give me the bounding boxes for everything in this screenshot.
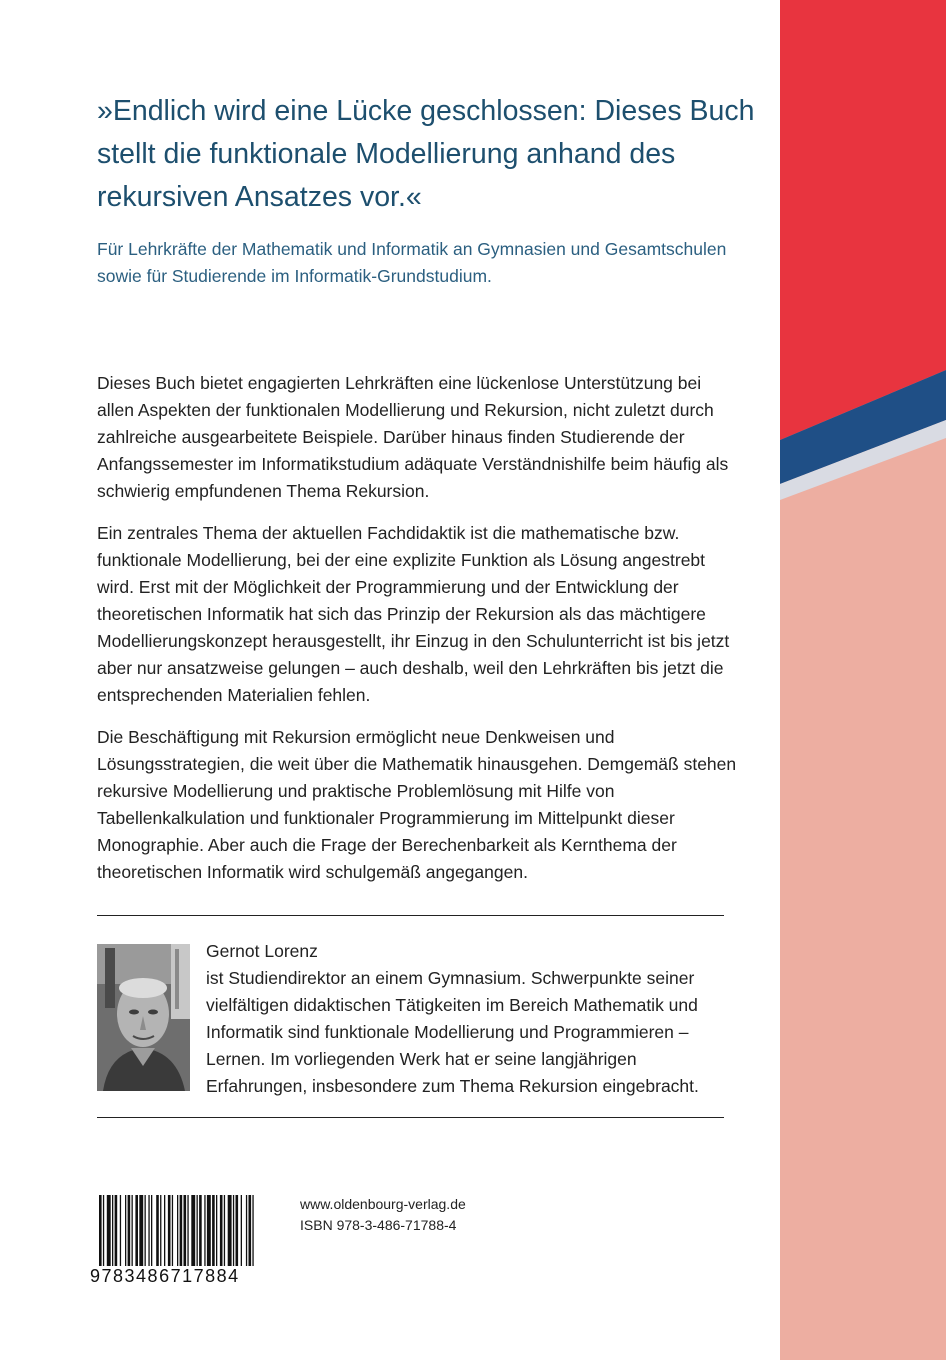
band-red-area <box>780 0 946 440</box>
barcode-bar <box>99 1195 102 1275</box>
barcode-bar <box>151 1195 152 1275</box>
barcode-bar <box>184 1195 187 1275</box>
barcode-bar <box>156 1195 159 1275</box>
description-paragraph: Ein zentrales Thema der aktuellen Fachdidaktik ist die mathematische bzw. funktionale Modellierung, bei der eine explizite Funktion als Lösung angestrebt wird. Erst mit der Möglichkeit der Programmierung und der Entwicklung der theoretischen Informatik hat sich das Prinzip der Rekursion als das mächtigere Modellierungskonzept herausgestellt, ihr Einzug in den Schulunterricht ist bis jetzt aber nur ansatzweise gelungen – auch deshalb, weil den Lehrkräften bis jetzt die entsprechenden Materialien fehlen. <box>97 523 730 705</box>
back-cover-quote: »Endlich wird eine Lücke geschlossen: Dieses Buch stellt die funktionale Modellierung anhand des rekursiven Ansatzes vor.« <box>97 95 755 213</box>
barcode-bar <box>199 1195 202 1275</box>
barcode-bar <box>164 1195 165 1275</box>
barcode-bar <box>135 1195 138 1275</box>
barcode-bar <box>236 1195 239 1275</box>
barcode-bar <box>172 1195 173 1275</box>
description-paragraph: Die Beschäftigung mit Rekursion ermöglicht neue Denkweisen und Lösungsstrategien, die weit über die Mathematik hinausgehen. Demgemäß stehen rekursive Modellierung und praktische Problemlösung mit Hilfe von Tabellenkalkulation und funktionaler Programmierung im Mittelpunkt dieser Monographie. Aber auch die Frage der Berechenbarkeit als Kernthema der theoretischen Informatik wird schulgemäß angegangen. <box>97 727 737 882</box>
barcode-bar <box>177 1195 178 1275</box>
divider-top <box>97 915 724 916</box>
isbn-text: ISBN 978-3-486-71788-4 <box>300 1217 457 1233</box>
publisher-website[interactable]: www.oldenbourg-verlag.de <box>300 1196 466 1212</box>
barcode-bar <box>228 1195 232 1275</box>
target-audience: Für Lehrkräfte der Mathematik und Informatik an Gymnasien und Gesamtschulen sowie für Studierende im Informatik-Grundstudium. <box>97 239 727 286</box>
barcode-bar <box>224 1195 225 1275</box>
decorative-color-band <box>780 0 946 1360</box>
barcode-bar <box>191 1195 195 1275</box>
description <box>97 370 737 901</box>
barcode-bar <box>204 1195 205 1275</box>
barcode-bar <box>132 1195 133 1275</box>
barcode-bar <box>128 1195 131 1275</box>
barcode-bar <box>139 1195 143 1275</box>
divider-bottom <box>97 1117 724 1118</box>
barcode-bar <box>160 1195 161 1275</box>
barcode-bar <box>125 1195 126 1275</box>
barcode-bar <box>220 1195 223 1275</box>
barcode-bar <box>115 1195 118 1275</box>
barcode-bar <box>252 1195 253 1275</box>
barcode-bar <box>197 1195 198 1275</box>
author-info <box>206 938 736 1100</box>
barcode-bar <box>246 1195 247 1275</box>
barcode-bar <box>249 1195 252 1275</box>
barcode-bar <box>207 1195 211 1275</box>
color-band-graphic <box>780 0 946 1360</box>
barcode-bar <box>187 1195 188 1275</box>
barcode-bar <box>145 1195 146 1275</box>
barcode-bar <box>241 1195 242 1275</box>
barcode-bar <box>120 1195 121 1275</box>
barcode-number: 9783486717884 <box>88 1266 267 1287</box>
barcode-bar <box>168 1195 171 1275</box>
barcode-bar <box>148 1195 149 1275</box>
author-bio: ist Studiendirektor an einem Gymnasium. Schwerpunkte seiner vielfältigen didaktischen Tätigkeiten im Bereich Mathematik und Informatik sind funktionale Modellierung und Programmieren – Lernen. Im vorliegenden Werk hat er seine langjährigen Erfahrungen, insbesondere zum Thema Rekursion eingebracht. <box>206 968 699 1096</box>
barcode-bar <box>180 1195 183 1275</box>
barcode-bar <box>107 1195 111 1275</box>
barcode-bar <box>112 1195 113 1275</box>
author-photo <box>97 944 190 1091</box>
description-paragraph: Dieses Buch bietet engagierten Lehrkräften eine lückenlose Unterstützung bei allen Aspekten der funktionalen Modellierung und Rekursion, nicht zuletzt durch zahlreiche ausgearbeitete Beispiele. Darüber hinaus finden Studierende der Anfangssemester im Informatikstudium adäquate Verständnishilfe beim häufig als schwierig empfundenen Thema Rekursion. <box>97 373 729 501</box>
publisher-info <box>300 1194 466 1236</box>
barcode-bar <box>103 1195 104 1275</box>
barcode-bar <box>233 1195 234 1275</box>
author-name: Gernot Lorenz <box>206 941 318 961</box>
barcode-bar <box>212 1195 215 1275</box>
barcode-bar <box>216 1195 217 1275</box>
